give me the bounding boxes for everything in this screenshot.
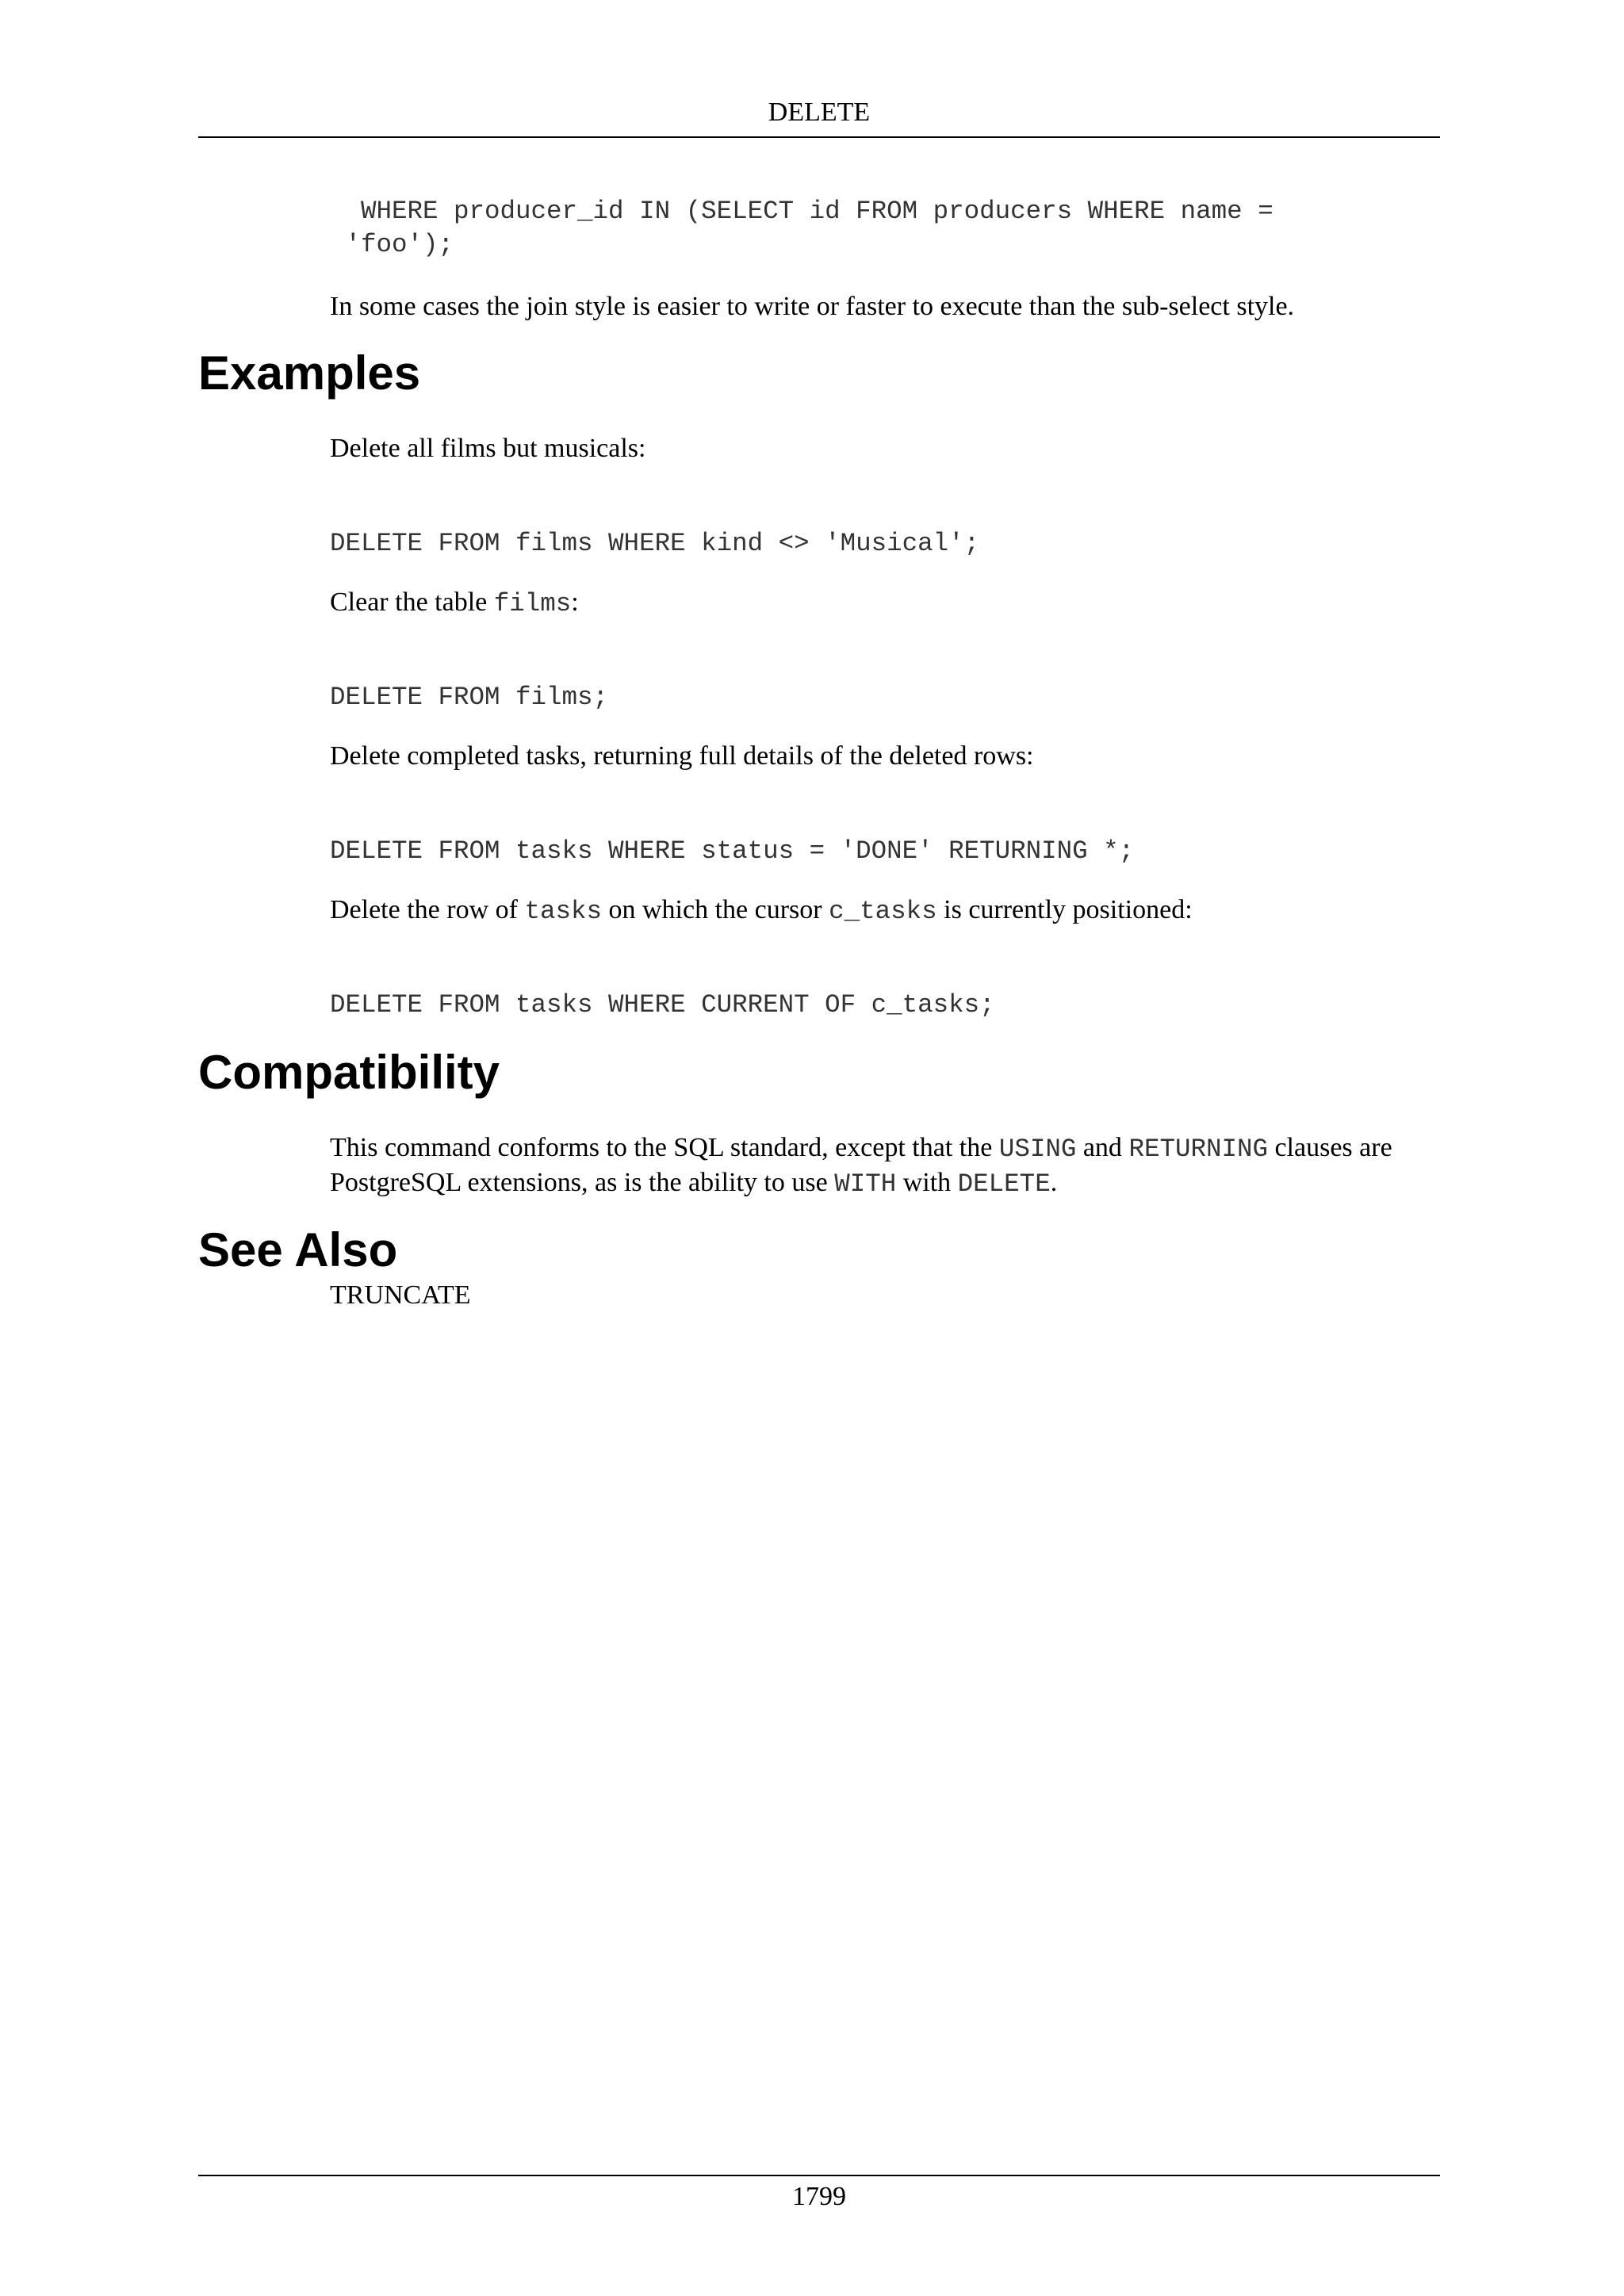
inline-code: RETURNING — [1128, 1135, 1268, 1164]
page-header: DELETE — [768, 98, 871, 127]
inline-code: c_tasks — [829, 897, 937, 926]
section-title-see-also: See Also — [198, 1223, 398, 1276]
paragraph-text: and — [1076, 1133, 1129, 1162]
description-text: is currently positioned: — [936, 895, 1193, 924]
paragraph-text: clauses are PostgreSQL extensions, as is the ability to use — [330, 1133, 1392, 1197]
code-line: 'foo'); — [330, 230, 454, 259]
example-description: Delete all films but musicals: — [330, 434, 646, 463]
example-description: Delete completed tasks, returning full details of the deleted rows: — [330, 741, 1034, 771]
example-description — [330, 586, 1440, 621]
compatibility-paragraph — [330, 1131, 1440, 1201]
code-example: DELETE FROM tasks WHERE status = 'DONE' RETURNING *; — [330, 836, 1135, 866]
section-title-examples: Examples — [198, 346, 421, 400]
description-text: Delete the row of — [330, 895, 525, 924]
paragraph-text: . — [1050, 1168, 1058, 1197]
footer-rule — [198, 2175, 1440, 2176]
inline-code: WITH — [834, 1169, 897, 1199]
page-number: 1799 — [792, 2182, 846, 2211]
inline-code: USING — [998, 1135, 1077, 1164]
code-example: DELETE FROM films; — [330, 683, 609, 712]
inline-code: tasks — [524, 897, 602, 926]
description-text: on which the cursor — [602, 895, 829, 924]
example-description — [330, 894, 1440, 928]
code-line: WHERE producer_id IN (SELECT id FROM producers WHERE name = — [330, 197, 1274, 226]
paragraph-text: This command conforms to the SQL standard, except that the — [330, 1133, 999, 1162]
header-rule — [198, 136, 1440, 138]
inline-code: films — [493, 589, 572, 618]
section-title-compatibility: Compatibility — [198, 1046, 500, 1099]
inline-code: DELETE — [957, 1169, 1051, 1199]
description-text: : — [571, 587, 579, 617]
code-example: DELETE FROM tasks WHERE CURRENT OF c_tasks; — [330, 990, 995, 1020]
code-example: DELETE FROM films WHERE kind <> 'Musical'; — [330, 529, 980, 558]
see-also-link[interactable]: TRUNCATE — [330, 1280, 471, 1310]
paragraph-text: with — [896, 1168, 958, 1197]
intro-note: In some cases the join style is easier to write or faster to execute than the sub-select style. — [330, 292, 1295, 321]
description-text: Clear the table — [330, 587, 494, 617]
